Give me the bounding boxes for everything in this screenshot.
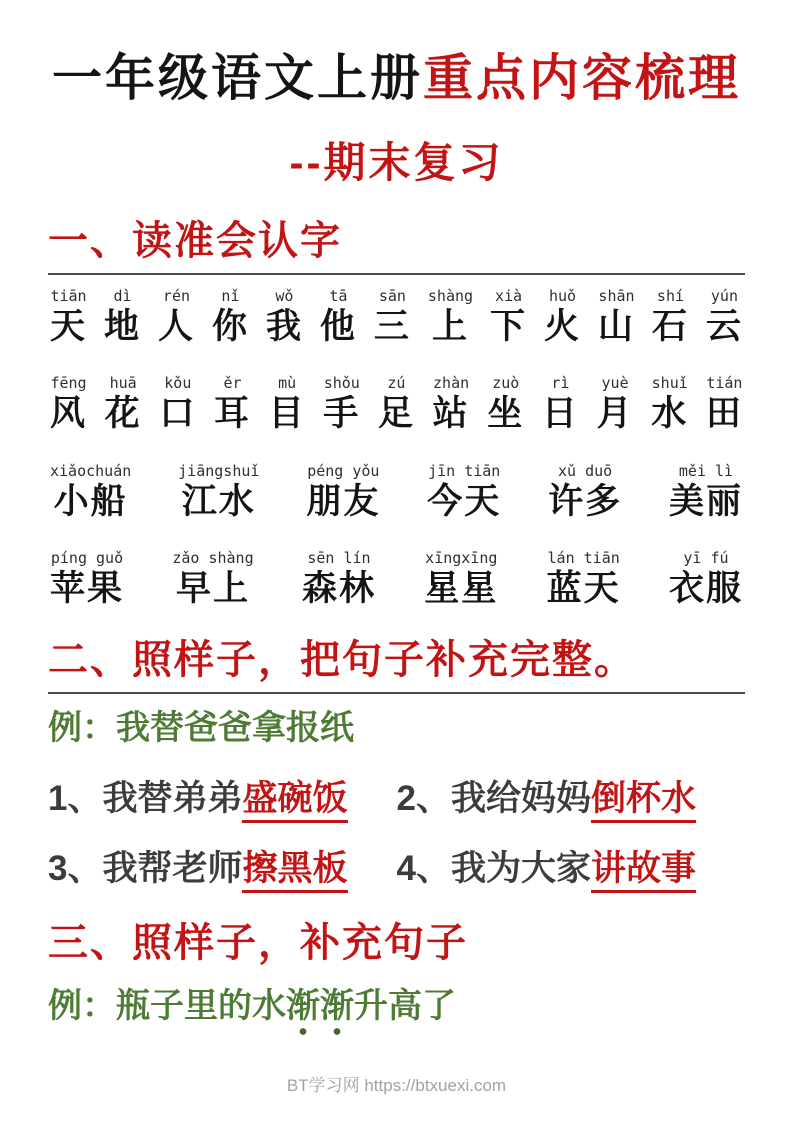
pinyin: xià: [494, 286, 523, 305]
vocab-cell: [302, 549, 376, 609]
vocab-cell: [50, 549, 124, 609]
pinyin: dì: [113, 286, 132, 305]
vocab-cell: [172, 549, 253, 609]
pinyin: rén: [162, 286, 191, 305]
pinyin: sān: [378, 286, 406, 305]
hanzi: 地: [103, 306, 141, 346]
pinyin: jiāngshuǐ: [178, 461, 260, 480]
hanzi: 上: [431, 306, 469, 346]
hanzi: 手: [323, 394, 361, 433]
section1-divider: [48, 273, 745, 275]
hanzi-word: 衣服: [668, 569, 743, 608]
hanzi-word: 今天: [427, 481, 502, 521]
example-suffix: 升高了: [354, 987, 456, 1026]
pinyin: zǎo shàng: [172, 549, 254, 567]
hanzi: 口: [159, 394, 197, 433]
vocab-cell: [706, 374, 743, 434]
item-number: 4、: [396, 849, 451, 889]
section2-divider: [48, 692, 745, 694]
pinyin: jīn tiān: [428, 461, 501, 480]
page-title: [48, 50, 745, 108]
vocab-cell: [50, 287, 87, 347]
pinyin: píng guǒ: [50, 549, 124, 567]
pinyin: rì: [551, 374, 570, 392]
vocab-cell: [212, 287, 249, 347]
hanzi-word: 美丽: [668, 481, 743, 521]
word-row-1: [48, 462, 745, 522]
pinyin: yuè: [601, 374, 629, 392]
pinyin: shān: [598, 286, 635, 305]
pinyin: yī fú: [683, 549, 729, 567]
item-number: 1、: [48, 779, 103, 819]
pinyin: tián: [706, 374, 743, 392]
item-answer: 盛碗饭: [242, 779, 347, 823]
pinyin: tiān: [50, 286, 87, 305]
hanzi-word: 朋友: [306, 481, 381, 521]
fill-in-item-1: [48, 778, 397, 820]
vocab-cell: [597, 374, 634, 434]
char-row-1: [48, 287, 745, 347]
hanzi: 月: [596, 394, 634, 433]
hanzi-word: 蓝天: [546, 569, 621, 608]
pinyin: měi lì: [678, 461, 734, 480]
hanzi: 耳: [213, 394, 251, 433]
pinyin: kǒu: [164, 374, 192, 392]
vocab-cell: [424, 549, 498, 609]
char-row-2: [48, 374, 745, 434]
section1-heading: 一、读准会认字: [48, 218, 342, 263]
hanzi: 风: [50, 394, 88, 433]
hanzi: 云: [705, 306, 743, 346]
vocab-cell: [269, 374, 306, 434]
hanzi: 花: [104, 394, 142, 433]
pinyin: tā: [329, 286, 348, 305]
hanzi: 我: [265, 306, 303, 346]
item-number: 3、: [48, 849, 103, 889]
hanzi-word: 星星: [424, 569, 499, 608]
vocab-cell: [433, 374, 470, 434]
vocab-cell: [178, 462, 259, 522]
vocab-cell: [105, 374, 142, 434]
title-part-black: 一年级语文上册: [52, 50, 423, 106]
item-stem: 我帮老师: [102, 849, 243, 889]
pinyin: shàng: [427, 286, 474, 305]
vocab-cell: [50, 462, 131, 522]
section2-heading: 二、照样子，把句子补充完整。: [48, 637, 636, 682]
hanzi: 他: [319, 306, 357, 346]
hanzi: 下: [490, 306, 528, 346]
vocab-cell: [427, 462, 501, 522]
vocab-cell: [652, 287, 689, 347]
pinyin: mù: [278, 374, 297, 392]
vocab-cell: [490, 287, 527, 347]
pinyin: zuò: [492, 374, 520, 392]
vocab-cell: [669, 549, 743, 609]
word-row-2: [48, 549, 745, 609]
vocab-cell: [542, 374, 579, 434]
hanzi-word: 早上: [175, 569, 250, 608]
item-number: 2、: [396, 779, 451, 819]
hanzi: 目: [268, 394, 306, 433]
vocab-cell: [323, 374, 360, 434]
vocab-cell: [548, 462, 622, 522]
hanzi: 水: [651, 394, 689, 433]
hanzi-word: 森林: [301, 569, 376, 608]
hanzi: 站: [432, 394, 470, 433]
section3-heading: 三、照样子，补充句子: [48, 921, 468, 966]
pinyin: huǒ: [548, 286, 577, 305]
hanzi: 坐: [487, 394, 525, 433]
hanzi-word: 小船: [53, 481, 128, 521]
vocab-cell: [669, 462, 743, 522]
hanzi-word: 苹果: [50, 569, 125, 608]
pinyin: lán tiān: [547, 549, 620, 567]
hanzi: 你: [211, 306, 249, 346]
item-answer: 倒杯水: [591, 779, 696, 823]
vocab-cell: [320, 287, 357, 347]
pinyin: ěr: [223, 374, 242, 392]
pinyin: shí: [656, 286, 685, 305]
hanzi: 石: [651, 306, 689, 346]
hanzi: 日: [541, 394, 579, 433]
example-emphasized-word: 渐渐: [286, 987, 354, 1036]
pinyin: xǔ duō: [558, 461, 613, 480]
vocab-cell: [374, 287, 411, 347]
pinyin: sēn lín: [307, 549, 371, 567]
item-stem: 我给妈妈: [450, 779, 591, 819]
vocab-cell: [378, 374, 415, 434]
hanzi-word: 江水: [181, 481, 256, 521]
pinyin: yún: [710, 286, 738, 305]
vocab-cell: [214, 374, 251, 434]
vocab-cell: [651, 374, 688, 434]
vocab-cell: [544, 287, 581, 347]
watermark: BT学习网 https://btxuexi.com: [286, 1076, 507, 1095]
pinyin: huā: [109, 374, 137, 392]
section3-example: [48, 986, 745, 1027]
hanzi: 山: [597, 306, 635, 346]
fill-in-item-4: [397, 848, 746, 890]
pinyin: wǒ: [275, 286, 294, 305]
vocab-cell: [598, 287, 635, 347]
pinyin: xiǎochuán: [50, 461, 132, 480]
pinyin: shǒu: [323, 374, 360, 392]
title-part-red: 重点内容梳理: [423, 50, 741, 106]
page-subtitle: --期末复习: [289, 138, 504, 186]
hanzi: 三: [373, 306, 411, 346]
vocab-cell: [706, 287, 743, 347]
pinyin: nǐ: [221, 286, 240, 305]
hanzi: 足: [377, 394, 415, 433]
pinyin: shuǐ: [651, 374, 688, 392]
vocab-cell: [487, 374, 524, 434]
vocab-cell: [306, 462, 380, 522]
pinyin: zú: [387, 374, 406, 392]
pinyin: fēng: [50, 374, 87, 392]
vocab-cell: [158, 287, 195, 347]
fill-in-item-3: [48, 848, 397, 890]
hanzi-word: 许多: [548, 481, 623, 521]
item-answer: 擦黑板: [242, 849, 347, 893]
vocab-cell: [266, 287, 303, 347]
hanzi: 火: [544, 306, 582, 346]
example-prefix: 例：瓶子里的水: [48, 987, 286, 1026]
section2-example: 例：我替爸爸拿报纸: [48, 708, 354, 747]
vocab-cell: [159, 374, 196, 434]
pinyin: péng yǒu: [307, 461, 380, 480]
item-answer: 讲故事: [591, 849, 696, 893]
vocab-cell: [428, 287, 473, 347]
pinyin: zhàn: [433, 374, 470, 392]
pinyin: xīngxīng: [425, 549, 498, 567]
fill-in-items: [48, 778, 745, 890]
hanzi: 天: [50, 306, 88, 346]
hanzi: 田: [705, 394, 743, 433]
vocab-cell: [547, 549, 621, 609]
item-stem: 我为大家: [450, 849, 591, 889]
vocab-cell: [50, 374, 87, 434]
hanzi: 人: [157, 306, 195, 346]
item-stem: 我替弟弟: [102, 779, 243, 819]
fill-in-item-2: [397, 778, 746, 820]
vocab-cell: [104, 287, 141, 347]
